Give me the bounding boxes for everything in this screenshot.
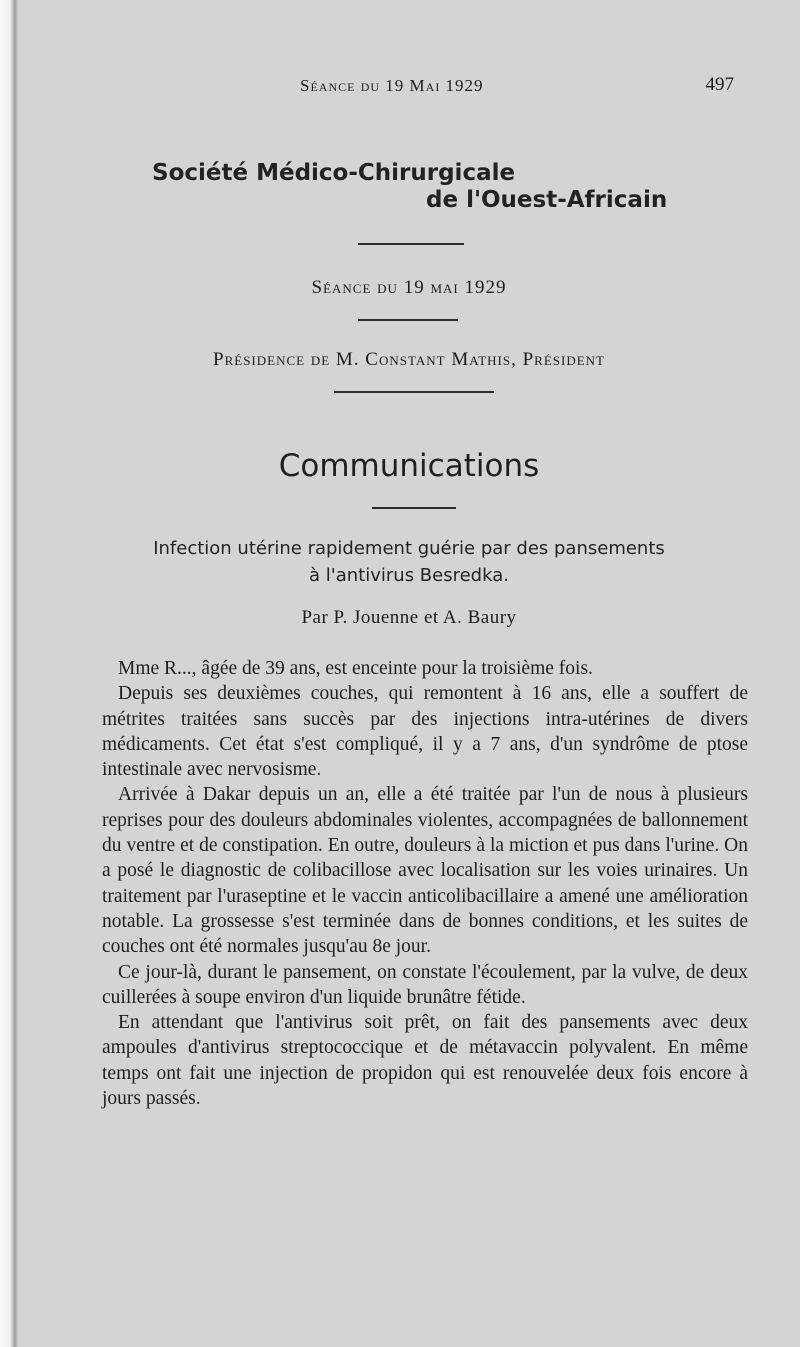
body-paragraph: Arrivée à Dakar depuis un an, elle a été traitée par l'un de nous à plusieurs reprises pour des douleurs abdominales violentes, accompagnées de ballonnement du ventre et de constipation. En outre, douleurs à la miction et pus dans l'urine. On a posé le diagnostic de colibacillose avec localisation sur les voies urinaires. Un traitement par l'uraseptine et le vaccin anticolibacillaire a amené une amélioration notable. La grossesse s'est terminée dans de bonnes conditions, et les suites de couches ont été normales jusqu'au 8e jour. (102, 784, 748, 958)
running-head (18, 76, 800, 102)
body-paragraph: Depuis ses deuxièmes couches, qui remontent à 16 ans, elle a souffert de métrites traitées sans succès par des injections intra-utérines de divers médicaments. Cet état s'est compliqué, il y a 7 ans, d'un syndrôme de ptose intestinale avec nervosisme. (102, 683, 748, 781)
divider-rule (334, 391, 494, 393)
divider-rule (358, 243, 464, 245)
body-paragraph: Ce jour-là, durant le pansement, on constate l'écoulement, par la vulve, de deux cuillerées à soupe environ d'un liquide brunâtre fétide. (102, 961, 748, 1008)
article-title-line1: Infection utérine rapidement guérie par des pansements (153, 538, 665, 559)
society-name-line1: Société Médico-Chirurgicale (152, 160, 516, 186)
page-number: 497 (705, 74, 734, 95)
article-authors: Par P. Jouenne et A. Baury (301, 607, 517, 628)
article-title-line2: à l'antivirus Besredka. (309, 565, 509, 586)
body-paragraph: En attendant que l'antivirus soit prêt, on fait des pansements avec deux ampoules d'antivirus streptococcique et de métavaccin polyvalent. En même temps ont fait une injection de propidon qui est renouvelée deux fois encore à jours passés. (102, 1012, 748, 1110)
running-head-title: Séance du 19 Mai 1929 (300, 76, 484, 95)
presidency-line: Présidence de M. Constant Mathis, Président (213, 349, 605, 370)
book-gutter (0, 0, 18, 1347)
page (18, 0, 800, 1347)
session-date: Séance du 19 mai 1929 (311, 277, 507, 298)
section-heading: Communications (278, 448, 540, 484)
article-body (102, 656, 748, 1111)
divider-rule (372, 507, 456, 509)
body-paragraph: Mme R..., âgée de 39 ans, est enceinte pour la troisième fois. (118, 658, 593, 679)
divider-rule (358, 319, 458, 321)
society-name-line2: de l'Ouest-Africain (426, 187, 668, 213)
